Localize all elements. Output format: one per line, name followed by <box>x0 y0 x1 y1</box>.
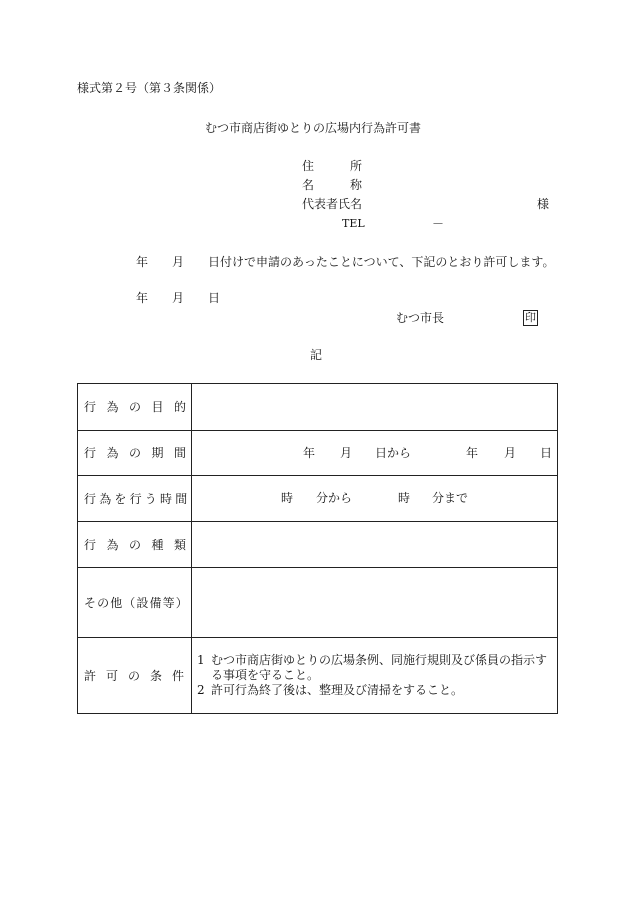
purpose-label-cell <box>78 384 197 431</box>
representative-label: 代表者氏名 <box>302 197 363 211</box>
condition-text: 許可行為終了後は、整理及び清掃をすること。 <box>211 683 464 697</box>
period-from-year: 年 <box>303 446 316 460</box>
type-label-cell <box>78 522 197 568</box>
tel-label: TEL <box>342 217 365 230</box>
row-type <box>78 522 558 568</box>
hours-value-cell <box>192 476 558 522</box>
period-from-month: 月 <box>340 446 353 460</box>
condition-item <box>197 683 553 698</box>
issue-month-label: 月 <box>172 291 185 305</box>
condition-text: むつ市商店街ゆとりの広場条例、同施行規則及び係員の指示する事項を守ること。 <box>211 653 548 682</box>
type-value-cell <box>192 522 558 568</box>
condition-number: 2 <box>197 683 205 697</box>
record-heading: 記 <box>310 348 323 362</box>
issuer-title: むつ市長 <box>396 311 445 325</box>
conditions-list <box>197 653 553 698</box>
notice-year-label: 年 <box>136 255 149 269</box>
conditions-label: 許可の条件 <box>84 668 195 683</box>
period-label-cell <box>78 431 197 476</box>
other-label: その他（設備等） <box>84 595 189 610</box>
hours-label-cell <box>78 476 192 522</box>
row-conditions <box>78 638 558 714</box>
hours-from-hour: 時 <box>281 491 294 505</box>
period-to-month: 月 <box>504 446 517 460</box>
condition-item <box>197 653 553 683</box>
honorific: 様 <box>537 197 550 211</box>
period-label: 行為の期間 <box>84 446 197 460</box>
issue-day-label: 日 <box>208 291 221 305</box>
period-value-cell <box>192 431 558 476</box>
permit-table <box>77 383 558 714</box>
issue-year-label: 年 <box>136 291 149 305</box>
document-title: むつ市商店街ゆとりの広場内行為許可書 <box>205 121 422 135</box>
purpose-value-cell <box>192 384 558 431</box>
tel-separator: － <box>432 217 445 231</box>
other-label-cell <box>78 568 192 638</box>
other-value-cell <box>192 568 558 638</box>
notice-body: 日付けで申請のあったことについて、下記のとおり許可します。 <box>208 255 555 269</box>
period-to-year: 年 <box>466 446 479 460</box>
row-period <box>78 431 558 476</box>
address-label: 住所 <box>302 159 399 173</box>
row-hours <box>78 476 558 522</box>
period-from-day: 日から <box>375 446 412 460</box>
hours-to-minute: 分まで <box>432 491 469 505</box>
notice-month-label: 月 <box>172 255 185 269</box>
period-to-day: 日 <box>540 446 553 460</box>
conditions-value-cell <box>192 638 558 714</box>
seal-mark: 印 <box>525 311 536 324</box>
type-label: 行為の種類 <box>84 537 197 552</box>
form-number: 様式第２号（第３条関係） <box>77 81 222 95</box>
conditions-label-cell <box>78 638 195 714</box>
hours-label: 行為を行う時間 <box>84 491 191 506</box>
condition-number: 1 <box>197 653 205 667</box>
hours-to-hour: 時 <box>398 491 411 505</box>
hours-from-minute: 分から <box>316 491 353 505</box>
purpose-label: 行為の目的 <box>84 400 197 414</box>
row-purpose <box>78 384 558 431</box>
row-other <box>78 568 558 638</box>
name-label: 名称 <box>302 178 399 192</box>
